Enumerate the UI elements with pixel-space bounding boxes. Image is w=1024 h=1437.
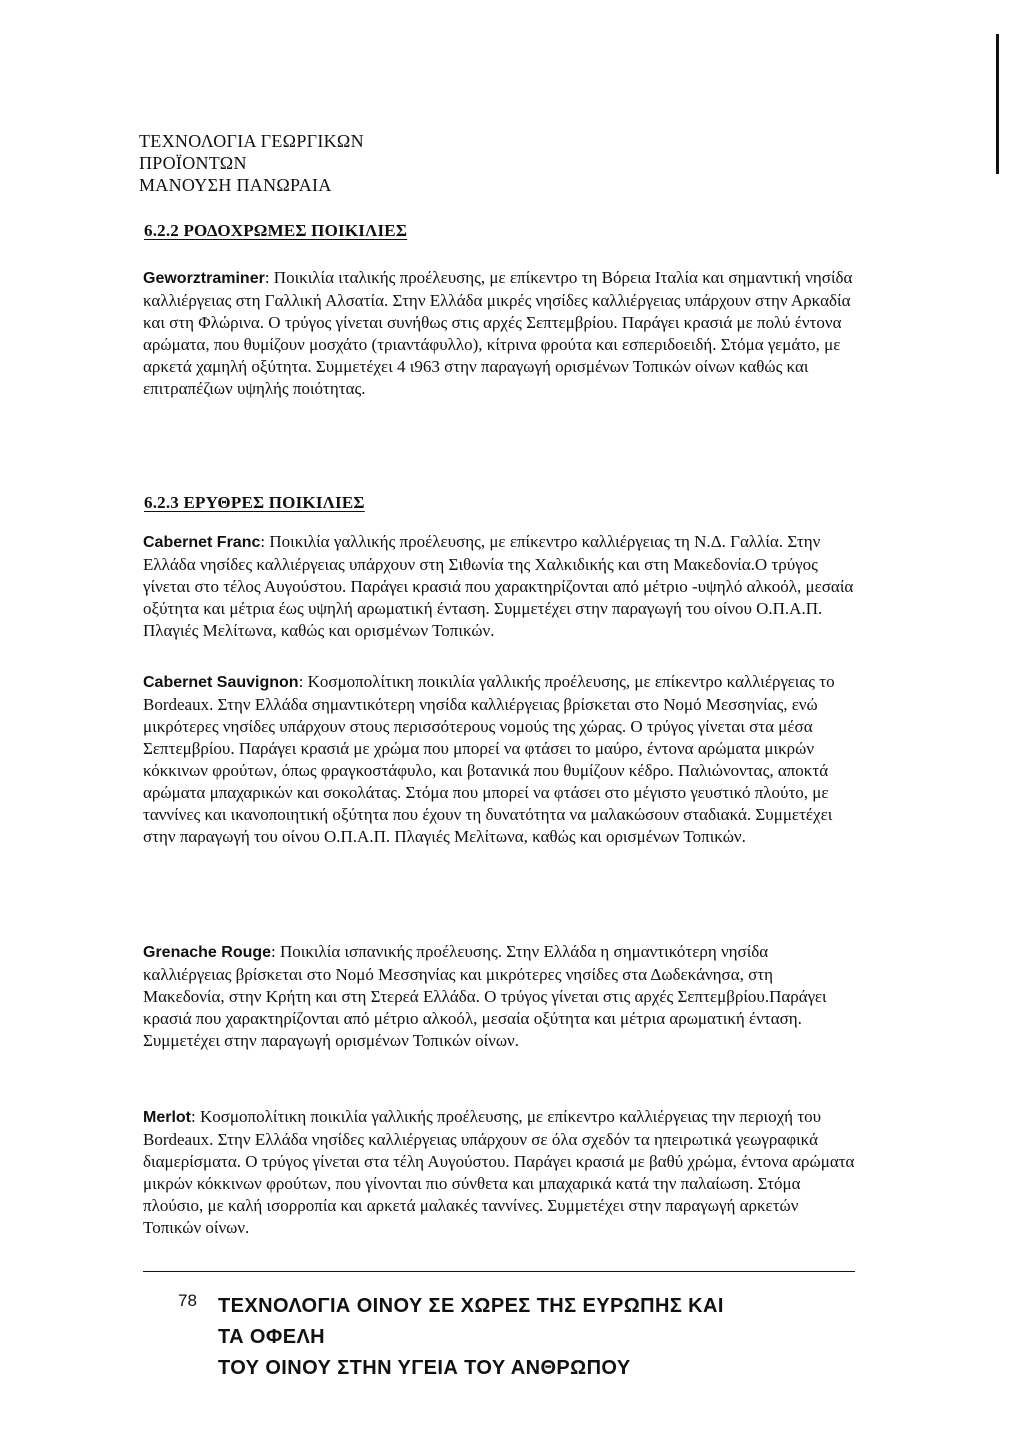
- header-line-1: ΤΕΧΝΟΛΟΓΙΑ ΓΕΩΡΓΙΚΩΝ: [139, 131, 364, 151]
- variety-cabernet-franc: Cabernet Franc: Ποικιλία γαλλικής προέλευσης, με επίκεντρο καλλιέργειας τη Ν.Δ. Γαλλία. Στην Ελλάδα νησίδες καλλιέργειας υπάρχουν στη Σιθωνία της Χαλκιδικής και στη Μακεδονία.Ο τρύγος γίνεται στο τέλος Αυγούστου. Παράγει κρασιά που χαρακτηρίζονται από μέτριο -υψηλό αλκοόλ, μεσαία οξύτητα και μέτρια έως υψηλή αρωματική ένταση. Συμμετέχει στην παραγωγή του οίνου Ο.Π.Α.Π. Πλαγιές Μελίτωνα, καθώς και ορισμένων Τοπικών.: [143, 532, 854, 640]
- page-number: 78: [178, 1291, 197, 1310]
- footer-title-line-2: ΤΑ ΟΦΕΛΗ: [218, 1326, 326, 1348]
- footer-rule: [143, 1271, 855, 1272]
- variety-gewurztraminer: Geworztraminer: Ποικιλία ιταλικής προέλευσης, με επίκεντρο τη Βόρεια Ιταλία και σημαντική νησίδα καλλιέργειας στη Γαλλική Αλσατία. Στην Ελλάδα μικρές νησίδες καλλιέργειας υπάρχουν στην Αρκαδία και στη Φλώρινα. Ο τρύγος γίνεται συνήθως στις αρχές Σεπτεμβρίου. Παράγει κρασιά με πολύ έντονα αρώματα, που θυμίζουν μοσχάτο (τριαντάφυλλο), κίτρινα φρούτα και εσπεριδοειδή. Στόμα γεμάτο, με αρκετά χαμηλή οξύτητα. Συμμετέχει 4 ι963 στην παραγωγή ορισμένων Τοπικών οίνων καθώς και επιτραπέζιων υψηλής ποιότητας.: [143, 268, 853, 398]
- variety-name: Cabernet Sauvignon: [143, 674, 299, 691]
- page-footer: [0, 1291, 1024, 1401]
- variety-name: Merlot: [143, 1109, 191, 1126]
- variety-description: Κοσμοπολίτικη ποικιλία γαλλικής προέλευσης, με επίκεντρο καλλιέργειας την περιοχή του Bordeaux. Στην Ελλάδα νησίδες καλλιέργειας υπάρχουν σε όλα σχεδόν τα ηπειρωτικά γεωγραφικά διαμερίσματα. Ο τρύγος γίνεται στα τέλη Αυγούστου. Παράγει κρασιά με βαθύ χρώμα, έντονα αρώματα μικρών κόκκινων φρούτων, που γίνονται πιο σύνθετα και μπαχαρικά κατά την παλαίωση. Στόμα πλούσιο, με καλή ισορροπία και αρκετά μαλακές ταννίνες. Συμμετέχει στην παραγωγή αρκετών Τοπικών οίνων.: [143, 1107, 855, 1237]
- variety-description: Ποικιλία ιταλικής προέλευσης, με επίκεντρο τη Βόρεια Ιταλία και σημαντική νησίδα καλλιέργειας στη Γαλλική Αλσατία. Στην Ελλάδα μικρές νησίδες καλλιέργειας υπάρχουν στην Αρκαδία και στη Φλώρινα. Ο τρύγος γίνεται συνήθως στις αρχές Σεπτεμβρίου. Παράγει κρασιά με πολύ έντονα αρώματα, που θυμίζουν μοσχάτο (τριαντάφυλλο), κίτρινα φρούτα και εσπεριδοειδή. Στόμα γεμάτο, με αρκετά χαμηλή οξύτητα. Συμμετέχει 4 ι963 στην παραγωγή ορισμένων Τοπικών οίνων καθώς και επιτραπέζιων υψηλής ποιότητας.: [143, 268, 853, 398]
- header-line-2: ΠΡΟΪΟΝΤΩΝ: [139, 153, 247, 173]
- scan-edge-bar: [996, 34, 999, 174]
- variety-name: Cabernet Franc: [143, 534, 261, 551]
- variety-name: Geworztraminer: [143, 270, 265, 287]
- document-header: [139, 130, 364, 196]
- variety-grenache-rouge: Grenache Rouge: Ποικιλία ισπανικής προέλευσης. Στην Ελλάδα η σημαντικότερη νησίδα καλλιέργειας βρίσκεται στο Νομό Μεσσηνίας και μικρότερες νησίδες στα Δωδεκάνησα, στη Μακεδονία, στην Κρήτη και στη Στερεά Ελλάδα. Ο τρύγος γίνεται στις αρχές Σεπτεμβρίου.Παράγει κρασιά που χαρακτηρίζονται από μέτριο αλκοόλ, μεσαία οξύτητα και μέτρια αρωματική ένταση. Συμμετέχει στην παραγωγή ορισμένων Τοπικών οίνων.: [143, 942, 827, 1050]
- variety-description: Ποικιλία ισπανικής προέλευσης. Στην Ελλάδα η σημαντικότερη νησίδα καλλιέργειας βρίσκεται στο Νομό Μεσσηνίας και μικρότερες νησίδες στα Δωδεκάνησα, στη Μακεδονία, στην Κρήτη και στη Στερεά Ελλάδα. Ο τρύγος γίνεται στις αρχές Σεπτεμβρίου.Παράγει κρασιά που χαρακτηρίζονται από μέτριο αλκοόλ, μεσαία οξύτητα και μέτρια αρωματική ένταση. Συμμετέχει στην παραγωγή ορισμένων Τοπικών οίνων.: [143, 942, 827, 1050]
- header-line-3: ΜΑΝΟΥΣΗ ΠΑΝΩΡΑΙΑ: [139, 175, 332, 195]
- variety-cabernet-sauvignon: Cabernet Sauvignon: Κοσμοπολίτικη ποικιλία γαλλικής προέλευσης, με επίκεντρο καλλιέργειας το Bordeaux. Στην Ελλάδα σημαντικότερη νησίδα καλλιέργειας βρίσκεται στο Νομό Μεσσηνίας, ενώ μικρότερες νησίδες υπάρχουν στους περισσότερους νομούς της χώρας. Ο τρύγος γίνεται στα μέσα Σεπτεμβρίου. Παράγει κρασιά με χρώμα που μπορεί να φτάσει το μαύρο, έντονα αρώματα μικρών κόκκινων φρούτων, όπως φραγκοστάφυλο, και βοτανικά που θυμίζουν κέδρο. Παλιώνοντας, αποκτά αρώματα μπαχαρικών και σοκολάτας. Στόμα που μπορεί να φτάσει στο μέγιστο γευστικό πλούτο, με ταννίνες και ικανοποιητική οξύτητα που έχουν τη δυνατότητα να μαλακώσουν σταδιακά. Συμμετέχει στην παραγωγή του οίνου Ο.Π.Α.Π. Πλαγιές Μελίτωνα, καθώς και ορισμένων Τοπικών.: [143, 672, 835, 846]
- variety-name: Grenache Rouge: [143, 944, 272, 961]
- section-title-red: 6.2.3 ΕΡΥΘΡΕΣ ΠΟΙΚΙΛΙΕΣ: [144, 493, 365, 512]
- variety-merlot: Merlot: Κοσμοπολίτικη ποικιλία γαλλικής προέλευσης, με επίκεντρο καλλιέργειας την περιοχή του Bordeaux. Στην Ελλάδα νησίδες καλλιέργειας υπάρχουν σε όλα σχεδόν τα ηπειρωτικά γεωγραφικά διαμερίσματα. Ο τρύγος γίνεται στα τέλη Αυγούστου. Παράγει κρασιά με βαθύ χρώμα, έντονα αρώματα μικρών κόκκινων φρούτων, που γίνονται πιο σύνθετα και μπαχαρικά κατά την παλαίωση. Στόμα πλούσιο, με καλή ισορροπία και αρκετά μαλακές ταννίνες. Συμμετέχει στην παραγωγή αρκετών Τοπικών οίνων.: [143, 1107, 855, 1237]
- variety-description: Κοσμοπολίτικη ποικιλία γαλλικής προέλευσης, με επίκεντρο καλλιέργειας το Bordeaux. Στην Ελλάδα σημαντικότερη νησίδα καλλιέργειας βρίσκεται στο Νομό Μεσσηνίας, ενώ μικρότερες νησίδες υπάρχουν στους περισσότερους νομούς της χώρας. Ο τρύγος γίνεται στα μέσα Σεπτεμβρίου. Παράγει κρασιά με χρώμα που μπορεί να φτάσει το μαύρο, έντονα αρώματα μικρών κόκκινων φρούτων, όπως φραγκοστάφυλο, και βοτανικά που θυμίζουν κέδρο. Παλιώνοντας, αποκτά αρώματα μπαχαρικών και σοκολάτας. Στόμα που μπορεί να φτάσει στο μέγιστο γευστικό πλούτο, με ταννίνες και ικανοποιητική οξύτητα που έχουν τη δυνατότητα να μαλακώσουν σταδιακά. Συμμετέχει στην παραγωγή του οίνου Ο.Π.Α.Π. Πλαγιές Μελίτωνα, καθώς και ορισμένων Τοπικών.: [143, 672, 835, 846]
- footer-title: [218, 1291, 724, 1384]
- footer-title-line-3: ΤΟΥ ΟΙΝΟΥ ΣΤΗΝ ΥΓΕΙΑ ΤΟΥ ΑΝΘΡΩΠΟΥ: [218, 1357, 631, 1379]
- section-title-rose: 6.2.2 ΡΟΔΟΧΡΩΜΕΣ ΠΟΙΚΙΛΙΕΣ: [144, 221, 408, 240]
- footer-title-line-1: ΤΕΧΝΟΛΟΓΙΑ ΟΙΝΟΥ ΣΕ ΧΩΡΕΣ ΤΗΣ ΕΥΡΩΠΗΣ ΚΑΙ: [218, 1295, 724, 1317]
- variety-description: Ποικιλία γαλλικής προέλευσης, με επίκεντρο καλλιέργειας τη Ν.Δ. Γαλλία. Στην Ελλάδα νησίδες καλλιέργειας υπάρχουν στη Σιθωνία της Χαλκιδικής και στη Μακεδονία.Ο τρύγος γίνεται στο τέλος Αυγούστου. Παράγει κρασιά που χαρακτηρίζονται από μέτριο -υψηλό αλκοόλ, μεσαία οξύτητα και μέτρια έως υψηλή αρωματική ένταση. Συμμετέχει στην παραγωγή του οίνου Ο.Π.Α.Π. Πλαγιές Μελίτωνα, καθώς και ορισμένων Τοπικών.: [143, 532, 854, 640]
